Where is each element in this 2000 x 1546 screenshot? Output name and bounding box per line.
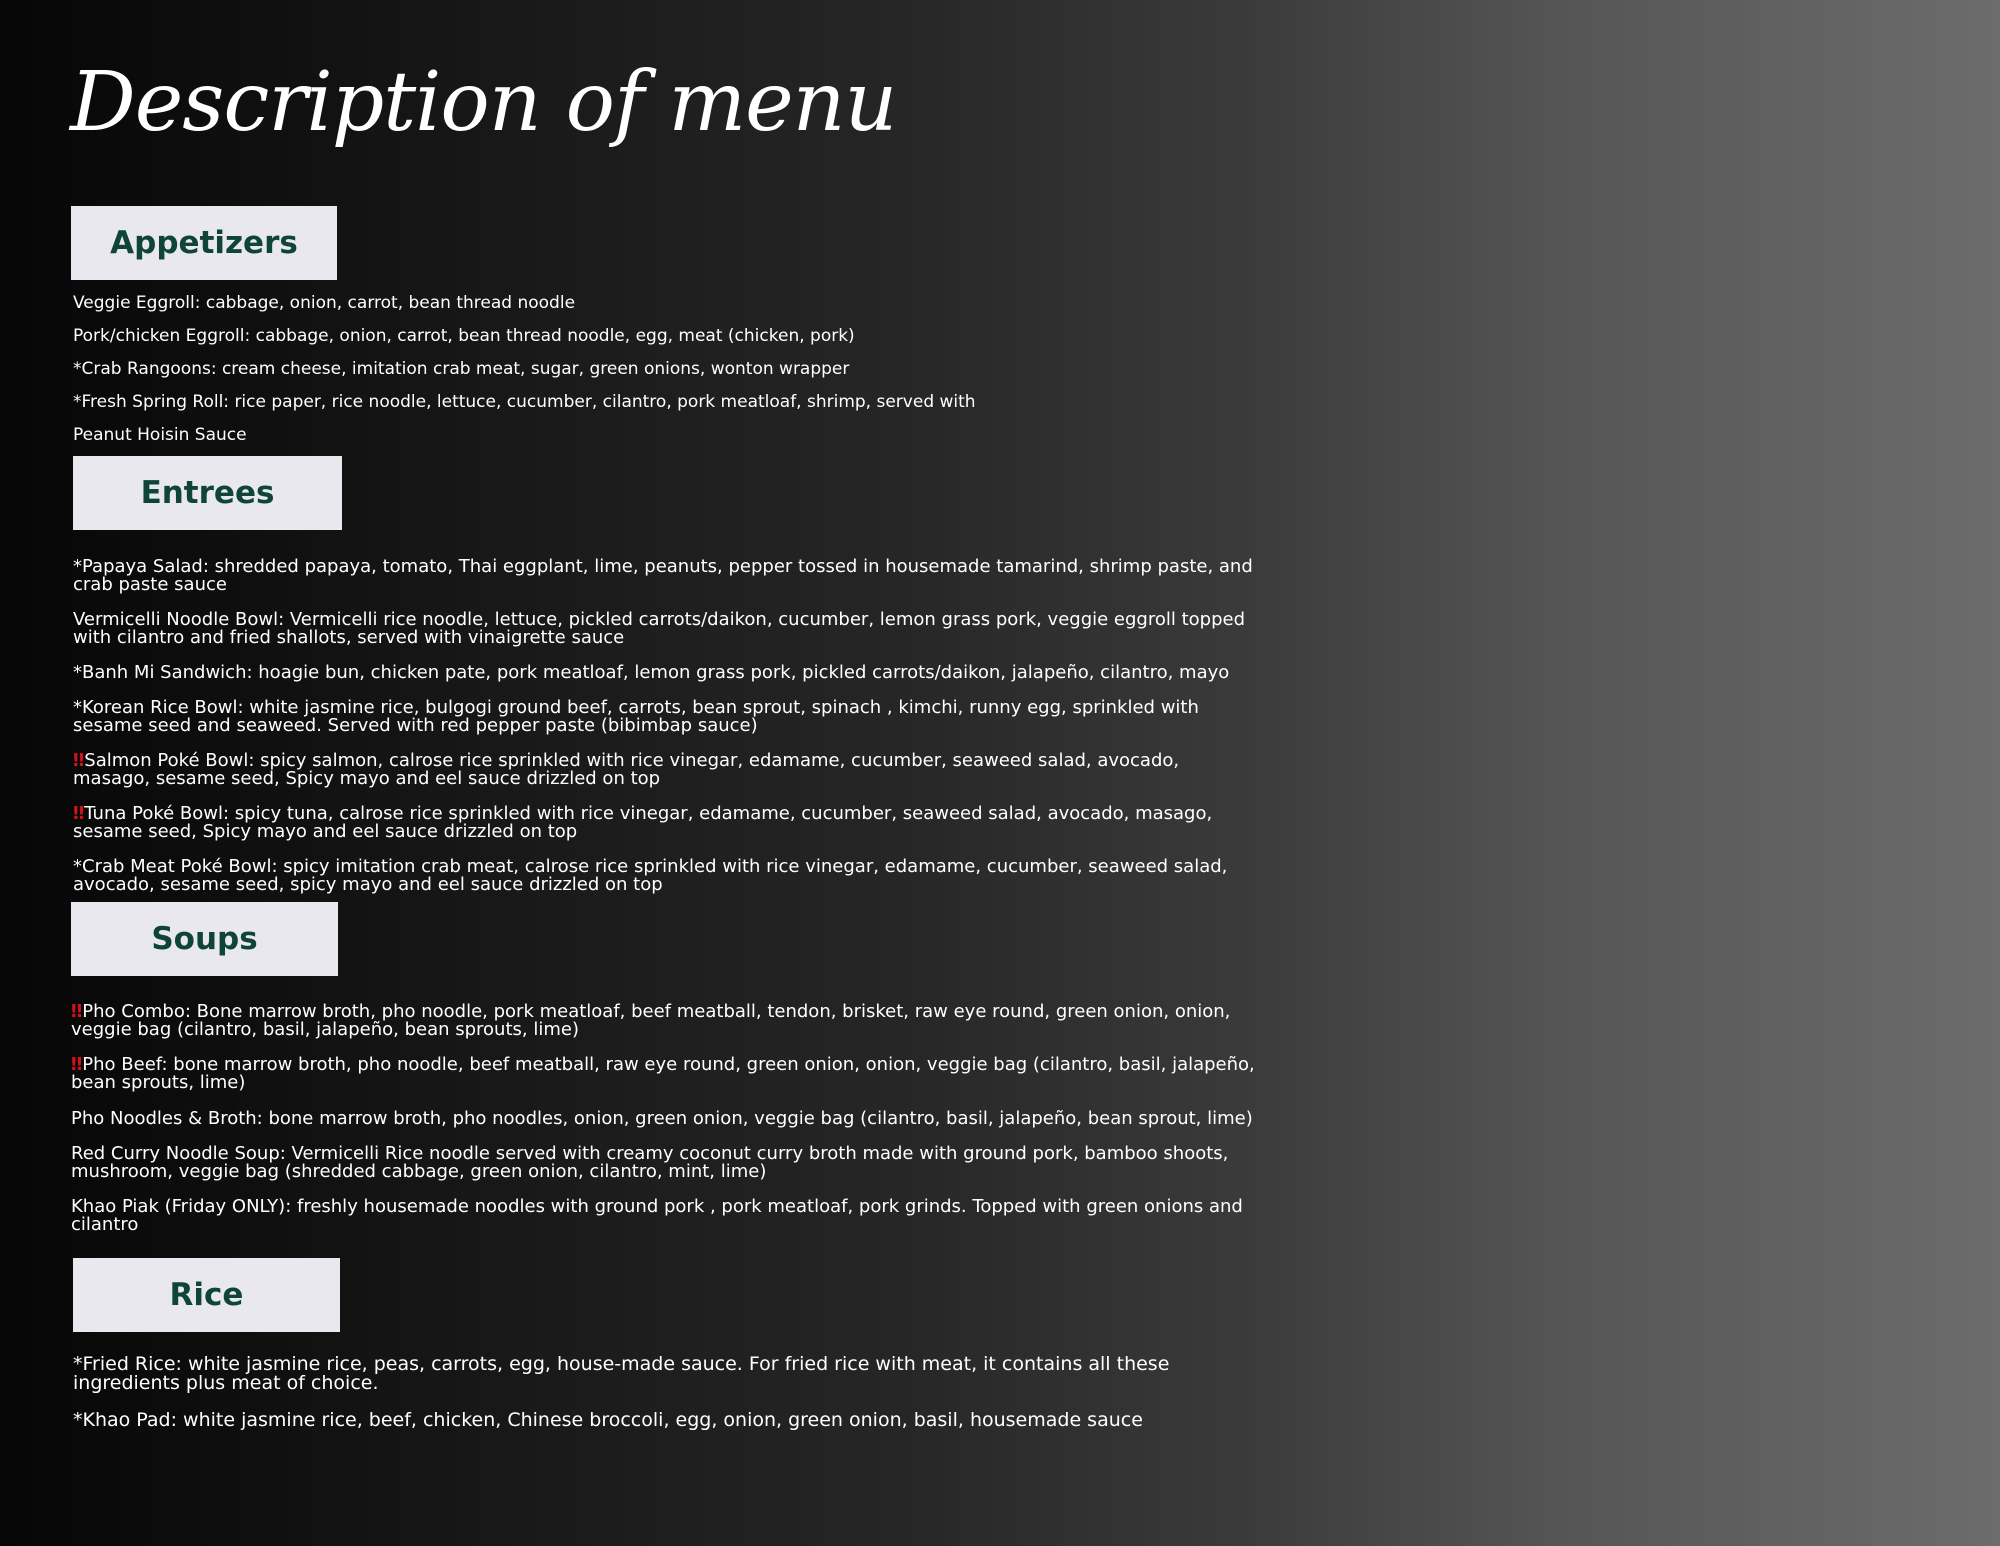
double-exclamation-icon: ‼: [73, 750, 83, 771]
item-text: Salmon Poké Bowl: spicy salmon, calrose rice sprinkled with rice vinegar, edamame, cucumber, seaweed salad, avocado,: [84, 750, 1180, 771]
menu-item: Veggie Eggroll: cabbage, onion, carrot, bean thread noodle: [73, 293, 576, 313]
page-title: Description of menu: [70, 55, 897, 150]
item-text: Tuna Poké Bowl: spicy tuna, calrose rice sprinkled with rice vinegar, edamame, cucumber, seaweed salad, avocado, masago,: [84, 803, 1213, 824]
item-line: Pho Noodles & Broth: bone marrow broth, pho noodles, onion, green onion, veggie bag (cilantro, basil, jalapeño, bean sprout, lime): [71, 1108, 1253, 1129]
item-line: *Crab Meat Poké Bowl: spicy imitation crab meat, calrose rice sprinkled with rice vinegar, edamame, cucumber, seaweed salad,: [73, 856, 1228, 877]
item-line: Vermicelli Noodle Bowl: Vermicelli rice noodle, lettuce, pickled carrots/daikon, cucumber, lemon grass pork, veggie eggroll topped: [73, 609, 1246, 630]
item-line: mushroom, veggie bag (shredded cabbage, green onion, cilantro, mint, lime): [71, 1161, 767, 1182]
menu-item: [71, 1198, 1243, 1234]
double-exclamation-icon: ‼: [71, 1054, 81, 1075]
item-line: sesame seed, Spicy mayo and eel sauce drizzled on top: [73, 821, 578, 842]
item-line: bean sprouts, lime): [71, 1072, 246, 1093]
menu-item: [73, 558, 1253, 594]
menu-item: [73, 699, 1199, 735]
menu-item: [73, 805, 1212, 841]
item-line: Khao Piak (Friday ONLY): freshly housemade noodles with ground pork , pork meatloaf, pork grinds. Topped with green onions and: [71, 1196, 1243, 1217]
item-line: *Fried Rice: white jasmine rice, peas, carrots, egg, house-made sauce. For fried rice with meat, it contains all these: [73, 1353, 1170, 1375]
double-exclamation-icon: ‼: [73, 803, 83, 824]
menu-item: *Crab Rangoons: cream cheese, imitation crab meat, sugar, green onions, wonton wrapper: [73, 359, 850, 379]
item-line: sesame seed and seaweed. Served with red pepper paste (bibimbap sauce): [73, 715, 758, 736]
item-line: crab paste sauce: [73, 574, 227, 595]
menu-item: [73, 858, 1227, 894]
section-label-rice: Rice: [73, 1258, 340, 1332]
menu-item: [73, 1355, 1169, 1393]
item-line: masago, sesame seed, Spicy mayo and eel sauce drizzled on top: [73, 768, 661, 789]
menu-item: [73, 1411, 1143, 1430]
section-label-appetizers: Appetizers: [71, 206, 337, 280]
item-line: *Khao Pad: white jasmine rice, beef, chicken, Chinese broccoli, egg, onion, green onion, basil, housemade sauce: [73, 1409, 1143, 1431]
item-line: veggie bag (cilantro, basil, jalapeño, bean sprouts, lime): [71, 1019, 579, 1040]
item-line: avocado, sesame seed, spicy mayo and eel sauce drizzled on top: [73, 874, 663, 895]
menu-item: [71, 1145, 1228, 1181]
section-label-soups: Soups: [71, 902, 338, 976]
item-line: *Papaya Salad: shredded papaya, tomato, Thai eggplant, lime, peanuts, pepper tossed in housemade tamarind, shrimp paste, and: [73, 556, 1253, 577]
menu-item: [73, 611, 1245, 647]
item-line: with cilantro and fried shallots, served with vinaigrette sauce: [73, 627, 625, 648]
item-line: cilantro: [71, 1214, 139, 1235]
menu-item: Peanut Hoisin Sauce: [73, 425, 247, 445]
item-line: Red Curry Noodle Soup: Vermicelli Rice noodle served with creamy coconut curry broth made with ground pork, bamboo shoots,: [71, 1143, 1229, 1164]
menu-item: [71, 1110, 1253, 1128]
section-label-entrees: Entrees: [73, 456, 342, 530]
menu-item: [71, 1056, 1255, 1092]
menu-item: [73, 752, 1179, 788]
item-line: ingredients plus meat of choice.: [73, 1372, 379, 1394]
double-exclamation-icon: ‼: [71, 1001, 81, 1022]
item-text: Pho Beef: bone marrow broth, pho noodle, beef meatball, raw eye round, green onion, onion, veggie bag (cilantro, basil, jalapeño,: [82, 1054, 1255, 1075]
item-line: *Korean Rice Bowl: white jasmine rice, bulgogi ground beef, carrots, bean sprout, spinach , kimchi, runny egg, sprinkled with: [73, 697, 1199, 718]
item-text: Pho Combo: Bone marrow broth, pho noodle, pork meatloaf, beef meatball, tendon, brisket, raw eye round, green onion, onion,: [82, 1001, 1231, 1022]
item-line: *Banh Mi Sandwich: hoagie bun, chicken pate, pork meatloaf, lemon grass pork, pickled carrots/daikon, jalapeño, cilantro, mayo: [73, 662, 1230, 683]
menu-item: Pork/chicken Eggroll: cabbage, onion, carrot, bean thread noodle, egg, meat (chicken, pork): [73, 326, 855, 346]
item-line: [71, 1056, 1255, 1074]
menu-item: *Fresh Spring Roll: rice paper, rice noodle, lettuce, cucumber, cilantro, pork meatloaf, shrimp, served with: [73, 392, 976, 412]
menu-item: [71, 1003, 1230, 1039]
menu-item: [73, 664, 1229, 682]
